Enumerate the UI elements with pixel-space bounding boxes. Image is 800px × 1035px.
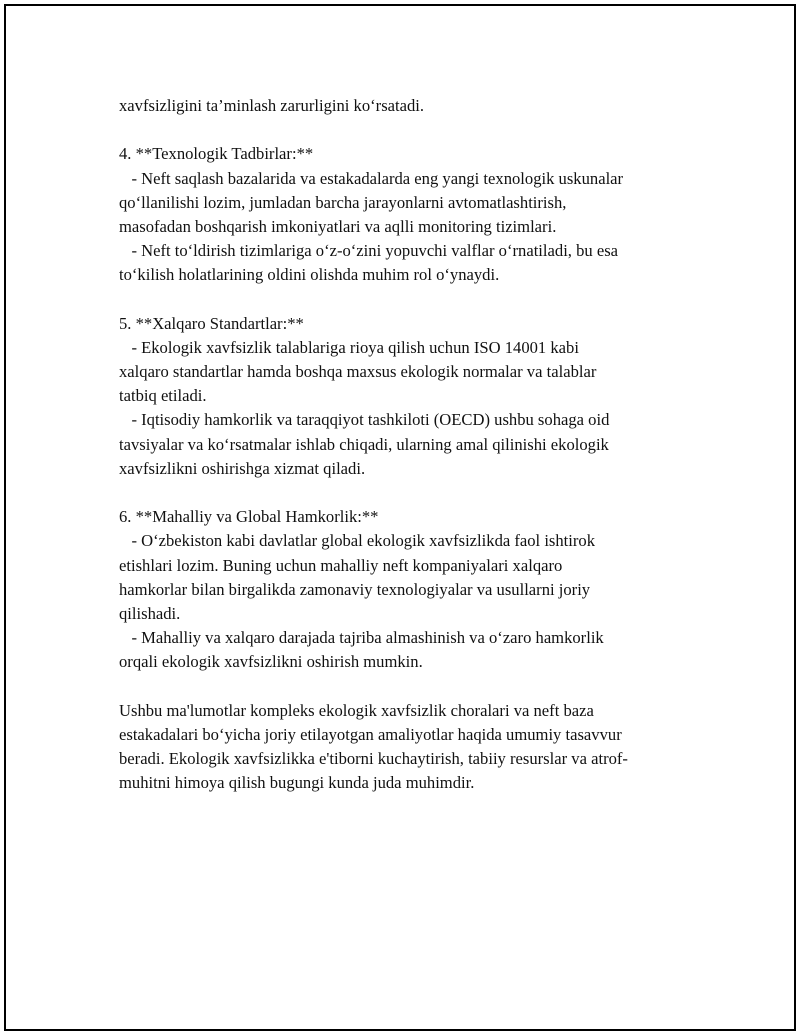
section-heading: 6. **Mahalliy va Global Hamkorlik:**: [119, 507, 379, 527]
section-line: qo‘llanilishi lozim, jumladan barcha jarayonlarni avtomatlashtirish,: [119, 192, 567, 212]
section-heading: 4. **Texnologik Tadbirlar:**: [119, 144, 314, 164]
conclusion-line: Ushbu ma'lumotlar kompleks ekologik xavfsizlik choralari va neft baza: [119, 700, 594, 720]
continuation-line: xavfsizligini ta’minlash zarurligini ko‘rsatadi.: [119, 96, 425, 115]
section-line: - Neft to‘ldirish tizimlariga o‘z-o‘zini yopuvchi valflar o‘rnatiladi, bu esa: [119, 241, 619, 261]
section-line: masofadan boshqarish imkoniyatlari va aqlli monitoring tizimlari.: [119, 216, 557, 236]
section-heading: 5. **Xalqaro Standartlar:**: [119, 313, 304, 333]
section-local-global-cooperation: [119, 505, 699, 674]
section-line: orqali ekologik xavfsizlikni oshirish mumkin.: [119, 652, 423, 672]
section-line: qilishadi.: [119, 603, 181, 623]
section-line: - Iqtisodiy hamkorlik va taraqqiyot tashkiloti (OECD) ushbu sohaga oid: [119, 410, 610, 430]
section-line: - Ekologik xavfsizlik talablariga rioya qilish uchun ISO 14001 kabi: [119, 337, 579, 357]
conclusion-line: estakadalari bo‘yicha joriy etilayotgan amaliyotlar haqida umumiy tasavvur: [119, 724, 622, 744]
section-line: - O‘zbekiston kabi davlatlar global ekologik xavfsizlikda faol ishtirok: [119, 531, 596, 551]
section-international-standards: [119, 312, 699, 481]
section-line: to‘kilish holatlarining oldini olishda muhim rol o‘ynaydi.: [119, 265, 500, 285]
conclusion-line: beradi. Ekologik xavfsizlikka e'tiborni kuchaytirish, tabiiy resurslar va atrof-: [119, 749, 628, 769]
section-line: xavfsizlikni oshirishga xizmat qiladi.: [119, 458, 366, 478]
conclusion-paragraph: [119, 699, 699, 796]
paragraph-gap: [119, 118, 699, 142]
section-line: tatbiq etiladi.: [119, 386, 207, 406]
paragraph-gap: [119, 288, 699, 312]
paragraph-gap: [119, 675, 699, 699]
paragraph-gap: [119, 481, 699, 505]
conclusion-line: muhitni himoya qilish bugungi kunda juda muhimdir.: [119, 773, 475, 793]
section-line: tavsiyalar va ko‘rsatmalar ishlab chiqadi, ularning amal qilinishi ekologik: [119, 434, 609, 454]
section-line: - Mahalliy va xalqaro darajada tajriba almashinish va o‘zaro hamkorlik: [119, 628, 604, 648]
section-line: xalqaro standartlar hamda boshqa maxsus ekologik normalar va talablar: [119, 362, 597, 382]
section-line: hamkorlar bilan birgalikda zamonaviy texnologiyalar va usullarni joriy: [119, 579, 591, 599]
section-line: etishlari lozim. Buning uchun mahalliy neft kompaniyalari xalqaro: [119, 555, 563, 575]
document-body: [119, 94, 699, 795]
section-technological-measures: [119, 142, 699, 287]
section-line: - Neft saqlash bazalarida va estakadalarda eng yangi texnologik uskunalar: [119, 168, 624, 188]
document-page: [4, 4, 796, 1031]
